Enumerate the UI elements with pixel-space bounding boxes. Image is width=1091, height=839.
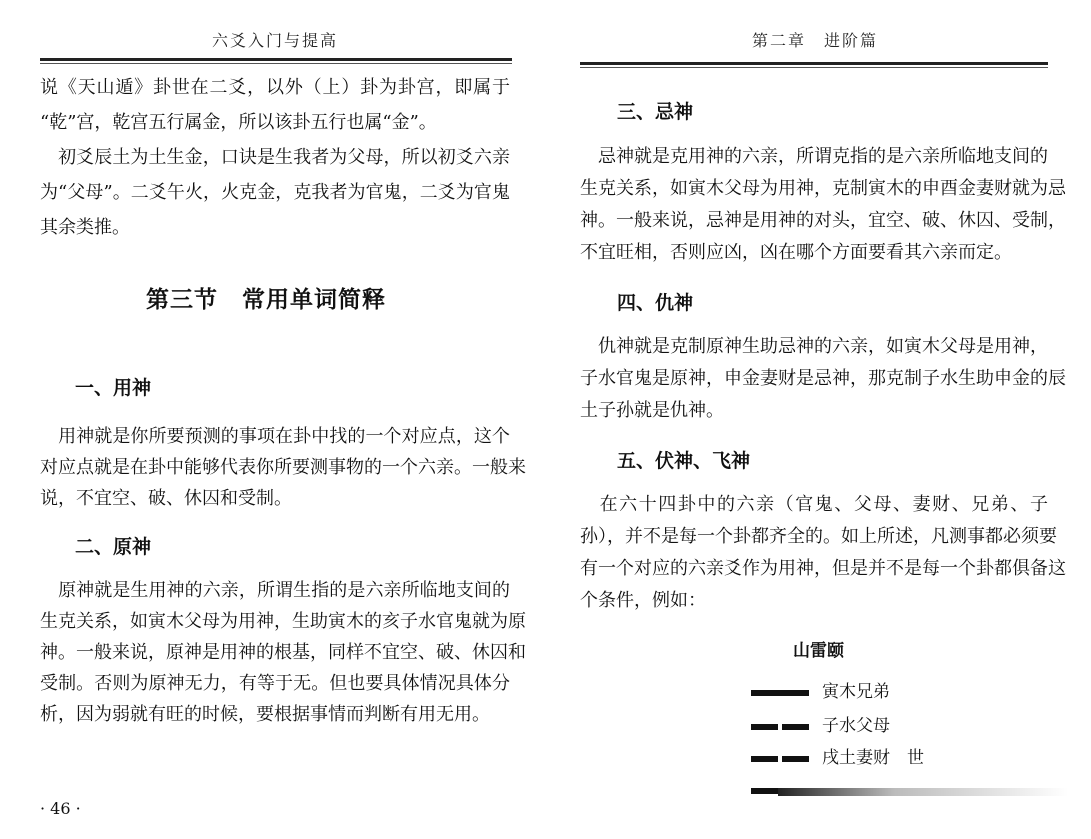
line-segment xyxy=(751,724,778,730)
heading-yongshen: 一、用神 xyxy=(75,377,152,399)
header-rule-thin xyxy=(580,67,1048,68)
text-line: 生克关系，如寅木父母为用神，生助寅木的亥子水官鬼就为原 xyxy=(40,611,526,632)
yin-line xyxy=(751,724,809,730)
text-line: 土子孙就是仇神。 xyxy=(580,400,724,421)
line-label: 戌土妻财 xyxy=(822,748,890,768)
text-line: 神。一般来说，原神是用神的根基，同样不宜空、破、休囚和 xyxy=(40,642,526,663)
line-label: 寅木兄弟 xyxy=(822,682,890,702)
text-line: 用神就是你所要预测的事项在卦中找的一个对应点，这个 xyxy=(40,426,510,447)
heading-choushen: 四、仇神 xyxy=(617,292,694,314)
page-number: · 46 · xyxy=(40,799,81,818)
text-line: 有一个对应的六亲爻作为用神，但是并不是每一个卦都俱备这 xyxy=(580,558,1066,579)
text-line: 说《天山遁》卦世在二爻，以外（上）卦为卦宫，即属于 xyxy=(40,77,510,98)
text-line: 初爻辰土为土生金，口诀是生我者为父母，所以初爻六亲 xyxy=(40,147,510,168)
text-line: 其余类推。 xyxy=(40,217,130,238)
left-page xyxy=(0,0,545,839)
header-rule xyxy=(580,62,1048,65)
text-line: 生克关系，如寅木父母为用神，克制寅木的申酉金妻财就为忌 xyxy=(580,178,1066,199)
shi-marker: 世 xyxy=(907,748,924,768)
heading-yuanshen: 二、原神 xyxy=(75,536,152,558)
text-line: 仇神就是克制原神生助忌神的六亲，如寅木父母是用神， xyxy=(580,336,1048,357)
text-line: 忌神就是克用神的六亲，所谓克指的是六亲所临地支间的 xyxy=(580,146,1048,167)
header-rule xyxy=(40,58,512,61)
line-segment xyxy=(782,756,809,762)
text-line: 不宜旺相，否则应凶，凶在哪个方面要看其六亲而定。 xyxy=(580,242,1012,263)
hexagram-name: 山雷颐 xyxy=(793,641,844,661)
text-line: 子水官鬼是原神，申金妻财是忌神，那克制子水生助申金的辰 xyxy=(580,368,1066,389)
header-rule-thin xyxy=(40,63,512,64)
text-line: “乾”宫，乾宫五行属金，所以该卦五行也属“金”。 xyxy=(40,112,437,133)
text-line: 说，不宜空、破、休囚和受制。 xyxy=(40,488,292,509)
line-segment xyxy=(751,690,809,696)
text-line: 在六十四卦中的六亲（官鬼、父母、妻财、兄弟、子 xyxy=(580,494,1048,515)
text-line: 原神就是生用神的六亲，所谓生指的是六亲所临地支间的 xyxy=(40,580,510,601)
text-line: 个条件，例如： xyxy=(580,590,706,611)
line-segment xyxy=(751,788,778,794)
running-head: 六爻入门与提高 xyxy=(211,31,338,50)
text-line: 神。一般来说，忌神是用神的对头，宜空、破、休囚、受制， xyxy=(580,210,1066,231)
text-line: 受制。否则为原神无力，有等于无。但也要具体情况具体分 xyxy=(40,673,510,694)
text-line: 对应点就是在卦中能够代表你所要测事物的一个六亲。一般来 xyxy=(40,457,526,478)
heading-fushen: 五、伏神、飞神 xyxy=(617,450,751,472)
right-page xyxy=(545,0,1091,839)
heading-jishen: 三、忌神 xyxy=(617,101,694,123)
section-title: 第三节 常用单词简释 xyxy=(146,287,386,313)
running-head: 第二章 进阶篇 xyxy=(751,31,878,50)
yang-line xyxy=(751,690,809,696)
line-segment xyxy=(751,756,778,762)
yin-line xyxy=(751,756,809,762)
text-line: 析，因为弱就有旺的时候，要根据事情而判断有用无用。 xyxy=(40,704,490,725)
line-label: 子水父母 xyxy=(822,716,890,736)
text-line: 为“父母”。二爻午火，火克金，克我者为官鬼，二爻为官鬼 xyxy=(40,182,510,203)
scan-fade xyxy=(778,788,1068,796)
text-line: 孙），并不是每一个卦都齐全的。如上所述，凡测事都必须要 xyxy=(580,526,1057,547)
line-segment xyxy=(782,724,809,730)
